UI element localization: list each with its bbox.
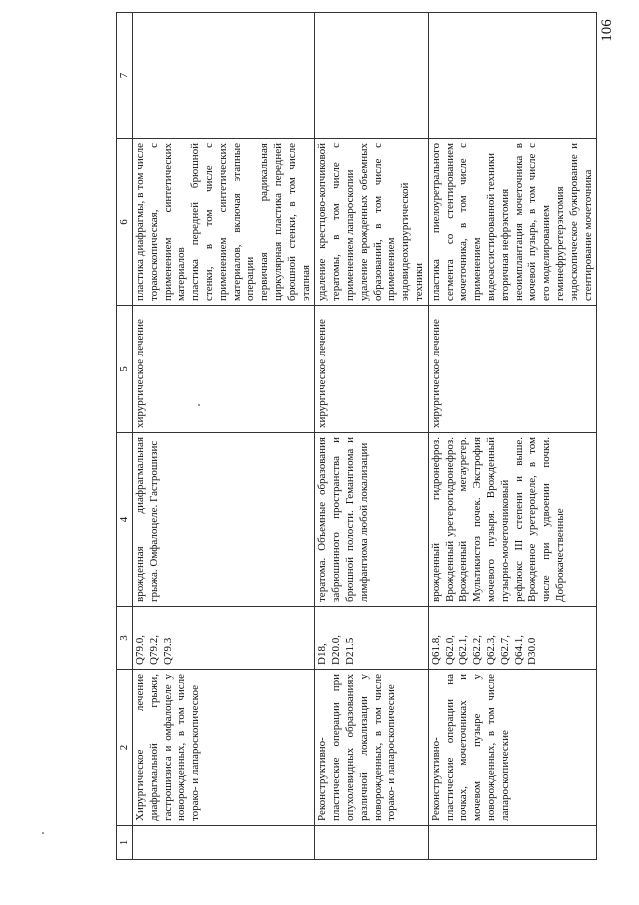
page-number: 106 bbox=[598, 19, 615, 42]
treatment-method: пластика диафрагмы, в том числе торакоскопическая, с применением синтетических материалов пластика передней брюшной стенки, в том числе с применением синтетических материалов, включая этапные операции первичная радикальная циркулярная пластика передней брюшной стенки, в том числе этапная bbox=[133, 139, 315, 306]
diagnosis: врожденный гидронефроз. Врожденный уретерогидронефроз. Врожденный мегауретер. Мультикистоз почек. Экстрофия мочевого пузыря. Врожденный пузырно-мочеточниковый рефлюкс III степени и выше. Врожденное уретероцеле, в том числе при удвоении почки. Доброкачественные bbox=[428, 433, 597, 607]
header-row bbox=[117, 13, 133, 860]
treatment-type: хирургическое лечение bbox=[133, 306, 315, 433]
col-header-2: 2 bbox=[117, 670, 133, 826]
table-row bbox=[133, 13, 315, 860]
procedure-name: Хирургическое лечение диафрагмальной грыжи, гастрошизиса и омфалоцеле у новорожденных, в том числе торако- и лапароскопическое bbox=[133, 670, 315, 826]
procedures-table bbox=[116, 12, 597, 860]
icd-codes: D18, D20.0, D21.5 bbox=[315, 607, 428, 670]
diagnosis: тератома. Объемные образования забрюшинного пространства и брюшной полости. Гемангиома и лимфангиома любой локализации bbox=[315, 433, 428, 607]
row-number bbox=[133, 826, 315, 860]
col-header-3: 3 bbox=[117, 607, 133, 670]
treatment-type: хирургическое лечение bbox=[315, 306, 428, 433]
treatment-type: хирургическое лечение bbox=[428, 306, 597, 433]
procedure-name: Реконструктивно-пластические операции на почках, мочеточниках и мочевом пузыре у новорожденных, в том числе лапароскопические bbox=[428, 670, 597, 826]
scan-speck bbox=[42, 832, 44, 834]
col-header-5: 5 bbox=[117, 306, 133, 433]
icd-codes: Q79.0, Q79.2, Q79.3 bbox=[133, 607, 315, 670]
col-header-7: 7 bbox=[117, 13, 133, 139]
table-row bbox=[315, 13, 428, 860]
icd-codes: Q61.8, Q62.0, Q62.1, Q62.2, Q62.3, Q62.7, Q64.1, D30.0 bbox=[428, 607, 597, 670]
treatment-method: пластика пиелоуретрального сегмента со стентированием мочеточника, в том числе с применением видеоассистированной техники вторичная нефрэктомия неоимплантация мочеточника в мочевой пузырь, в том числе с его моделированием геминефруретерэктомия эндоскопическое бужирование и стентирование мочеточника bbox=[428, 139, 597, 306]
col-header-1: 1 bbox=[117, 826, 133, 860]
extra-cell bbox=[315, 13, 428, 139]
procedure-name: Реконструктивно-пластические операции при опухолевидных образованиях различной локализации у новорожденных, в том числе торако- и лапароскопические bbox=[315, 670, 428, 826]
row-number bbox=[428, 826, 597, 860]
col-header-6: 6 bbox=[117, 139, 133, 306]
col-header-4: 4 bbox=[117, 433, 133, 607]
treatment-method: удаление крестцово-копчиковой тератомы, в том числе с применением лапароскопии удаление врожденных объемных образований, в том числе с применением эндовидеохирургической техники bbox=[315, 139, 428, 306]
extra-cell bbox=[133, 13, 315, 139]
diagnosis: врожденная диафрагмальная грыжа. Омфалоцеле. Гастрошизис bbox=[133, 433, 315, 607]
scan-speck bbox=[198, 404, 200, 406]
table-row bbox=[428, 13, 597, 860]
extra-cell bbox=[428, 13, 597, 139]
row-number bbox=[315, 826, 428, 860]
